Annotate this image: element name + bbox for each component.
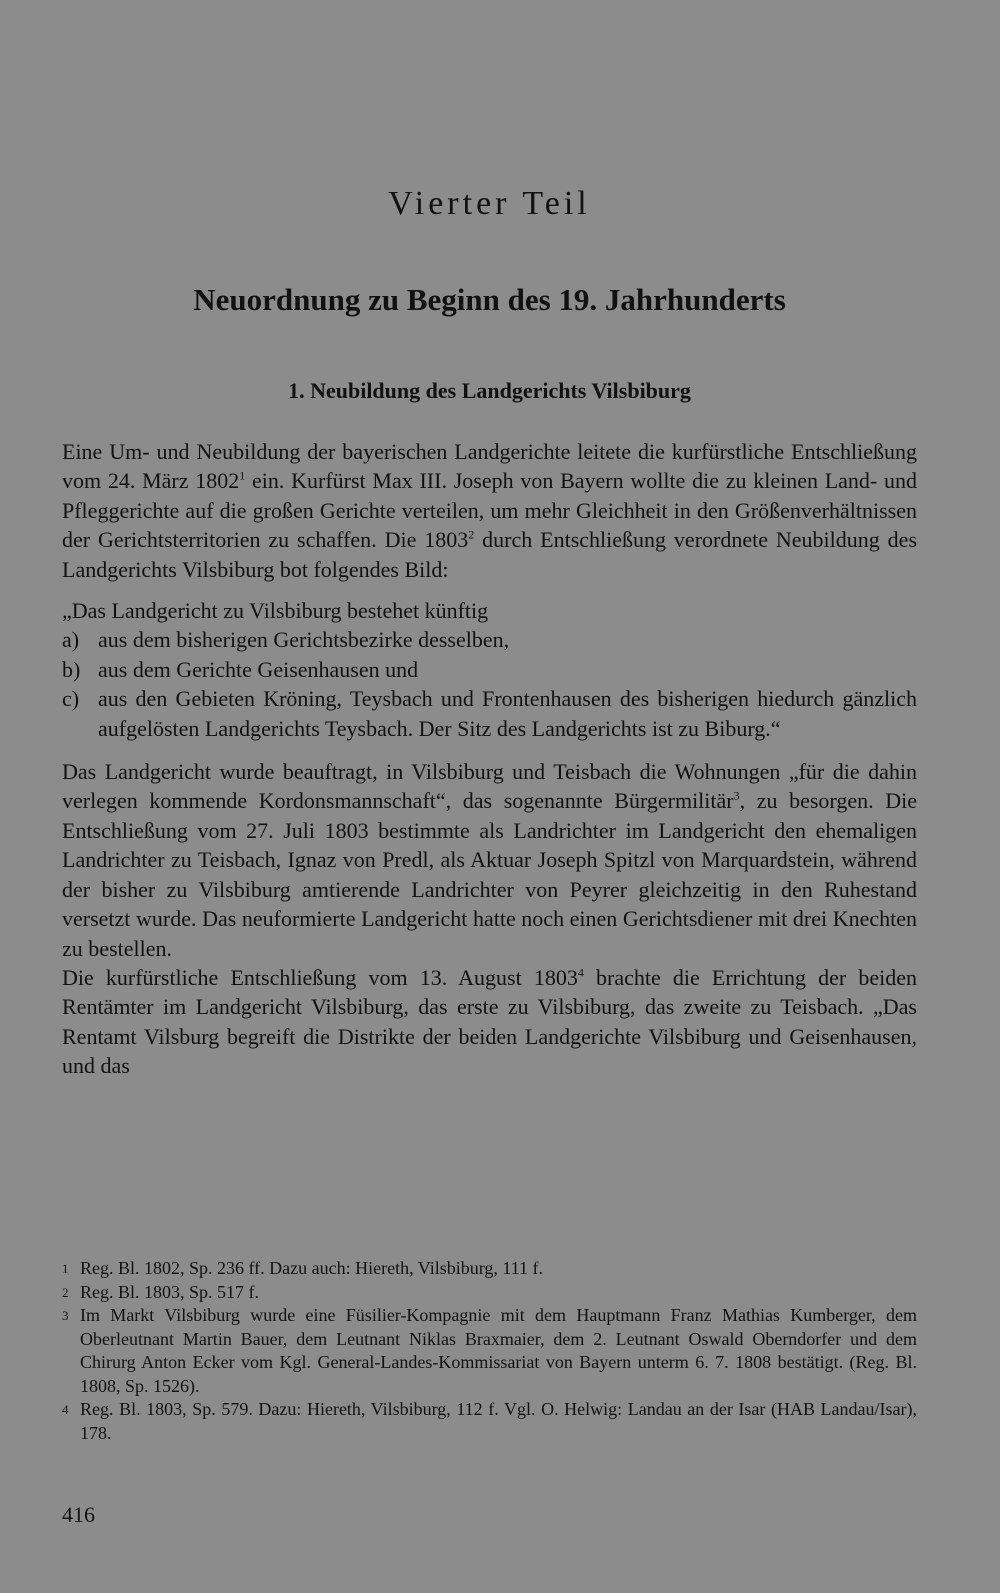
footnote-number: 3 — [62, 1308, 69, 1323]
footnote-ref-1: 1 — [239, 469, 246, 484]
footnotes — [62, 1257, 917, 1445]
list-marker: b) — [62, 656, 81, 682]
paragraph-3: Die kurfürstliche Entschließung vom 13. August 1803$^4$ brachte die Errichtung der beiden Rentämter im Landgericht Vilsbiburg, das erste zu Vilsbiburg, das zweite zu Teisbach. „Das Rentamt Vilsburg begreift die Distrikte der beiden Landgerichte Vilsbiburg und Geisenhausen, und das — [62, 964, 917, 1079]
list-text: aus dem Gerichte Geisenhausen und — [98, 656, 419, 682]
footnote — [62, 1281, 917, 1305]
list-text: aus den Gebieten Kröning, Teysbach und Frontenhausen des bisherigen hiedurch gänzlich aufgelösten Landgerichts Teysbach. Der Sitz des Landgerichts ist zu Biburg.“ — [98, 686, 917, 741]
paragraph-2: Das Landgericht wurde beauftragt, in Vilsbiburg und Teisbach die Wohnungen „für die dahin verlegen kommende Kordonsmannschaft“, das sogenannte Bürgermilitär$^3$, zu besorgen. Die Entschließung vom 27. Juli 1803 bestimmte als Landrichter im Landgericht den ehemaligen Landrichter zu Teisbach, Ignaz von Predl, als Aktuar Joseph Spitzl von Marquardstein, während der bisher zu Vilsbiburg amtierende Landrichter von Peyrer gleichzeitig in den Ruhestand versetzt wurde. Das neuformierte Landgericht hatte noch einen Gerichtsdiener mit drei Knechten zu bestellen. — [62, 759, 917, 961]
footnote-number: 2 — [62, 1284, 69, 1300]
footnote-text: Reg. Bl. 1803, Sp. 517 f. — [80, 1281, 260, 1302]
list-marker: a) — [62, 627, 80, 653]
footnote-ref-3: 3 — [733, 789, 740, 804]
footnote-text: Reg. Bl. 1803, Sp. 579. Dazu: Hiereth, Vilsbiburg, 112 f. Vgl. O. Helwig: Landau an der Isar (HAB Landau/Isar), 178. — [80, 1399, 917, 1443]
footnote-text: Im Markt Vilsbiburg wurde eine Füsilier-Kompagnie mit dem Hauptmann Franz Mathias Kumberger, dem Oberleutnant Martin Bauer, dem Leutnant Niklas Braxmaier, dem 2. Leutnant Oswald Oberndorfer und dem Chirurg Anton Ecker vom Kgl. General-Landes-Kommissariat von Bayern unterm 6. 7. 1808 bestätigt. (Reg. Bl. 1808, Sp. 1526). — [80, 1305, 917, 1396]
footnote-number: 1 — [62, 1261, 69, 1276]
section-title: 1. Neubildung des Landgerichts Vilsbiburg — [288, 378, 691, 403]
part-title: Vierter Teil — [388, 185, 591, 222]
footnote-number: 4 — [62, 1402, 69, 1417]
footnote-ref-4: 4 — [577, 965, 584, 980]
list-text: aus dem bisherigen Gerichtsbezirke desselben, — [98, 627, 510, 653]
list-item — [62, 625, 917, 654]
main-title: Neuordnung zu Beginn des 19. Jahrhunderts — [193, 282, 786, 317]
footnote-ref-2: 2 — [468, 527, 475, 542]
footnote — [62, 1257, 917, 1281]
list-marker: c) — [62, 686, 80, 712]
footnote — [62, 1304, 917, 1398]
body-text — [62, 437, 917, 1081]
footnote — [62, 1398, 917, 1445]
page-number: 416 — [62, 1502, 95, 1527]
paragraph-1: Eine Um- und Neubildung der bayerischen Landgerichte leitete die kurfürstliche Entschließung vom 24. März 1802$^1$ ein. Kurfürst Max III. Joseph von Bayern wollte die zu kleinen Land- und Pfleggerichte auf die großen Gerichte verteilen, um mehr Gleichheit in den Größenverhältnissen der Gerichtsterritorien zu schaffen. Die 1803$^2$ durch Entschließung verordnete Neubildung des Landgerichts Vilsbiburg bot folgendes Bild: — [62, 439, 917, 582]
quote-intro: „Das Landgericht zu Vilsbiburg bestehet künftig — [62, 598, 489, 624]
list-item — [62, 684, 917, 743]
list-item — [62, 655, 917, 684]
footnote-text: Reg. Bl. 1802, Sp. 236 ff. Dazu auch: Hiereth, Vilsbiburg, 111 f. — [80, 1258, 544, 1278]
